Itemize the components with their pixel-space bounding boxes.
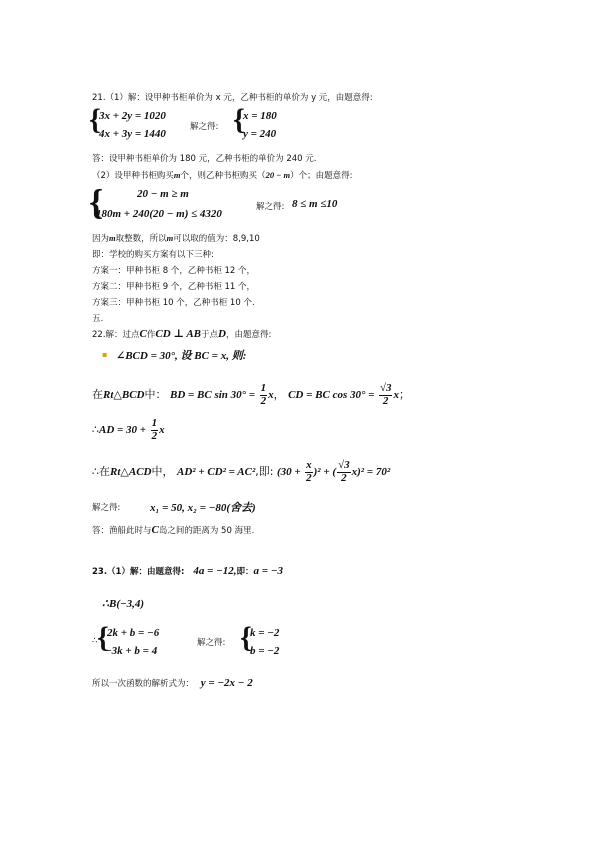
q22-rt-acd-line: ∴在Rt△ACD中， AD² + CD² = AC²,即: (30 + $\frac{x}{2}$ )² + ( $\frac{√3}{2}$ x)² = 70² bbox=[92, 459, 391, 484]
q23-system-row-1: 2k + b = −6 bbox=[107, 627, 160, 639]
q21-system-1-row-2: 4x + 3y = 1440 bbox=[99, 128, 166, 140]
q21-plans-intro: 即：学校的购买方案有以下三种: bbox=[92, 250, 214, 260]
q21-part2-intro: （2）设甲种书柜购买m个，则乙种书柜购买（20 − m）个；由题意得: bbox=[92, 170, 353, 181]
q21-solution-1-row-2: y = 240 bbox=[243, 128, 277, 140]
q23-solve-label: 解之得: bbox=[197, 638, 226, 648]
q22-angle-given: ∠BCD = 30°, 设 BC = x, 则: bbox=[116, 350, 247, 362]
q21-inequality-row-1: 20 − m ≥ m bbox=[137, 188, 189, 200]
q22-half-fraction: $\frac{1}{2}$ bbox=[260, 382, 267, 407]
q21-because-line: 因为m取整数，所以m可以取的值为：8,9,10 bbox=[92, 233, 260, 244]
q22-bd-expression: BD = BC sin 30° = bbox=[169, 389, 256, 402]
q23-function-line: 所以一次函数的解析式为： y = −2x − 2 bbox=[92, 677, 253, 689]
q21-plan-2: 方案二：甲种书柜 9 个，乙种书柜 11 个， bbox=[92, 282, 256, 292]
q22-answer: 答：渔船此时与C岛之间的距离为 50 海里. bbox=[92, 524, 255, 536]
q22-pythagoras: AD² + CD² = AC² bbox=[176, 466, 256, 479]
q23-solution-row-1: k = −2 bbox=[250, 627, 280, 639]
q21-system-1-row-1: 3x + 2y = 1020 bbox=[99, 110, 166, 122]
q21-solve-label: 解之得: bbox=[190, 122, 219, 132]
q22-solve-label: 解之得: bbox=[92, 503, 121, 513]
q22-intro: 22.解：过点C作CD ⊥ AB于点D，由题意得: bbox=[92, 328, 272, 340]
q21-solution-1-row-1: x = 180 bbox=[243, 110, 277, 122]
q21-solve-label-2: 解之得: bbox=[256, 202, 285, 212]
q21-plan-1: 方案一：甲种书柜 8 个，乙种书柜 12 个， bbox=[92, 266, 256, 276]
q21-plan-3: 方案三：甲种书柜 10 个，乙种书柜 10 个. bbox=[92, 298, 255, 308]
q23-system-row-2: −3k + b = 4 bbox=[105, 645, 158, 657]
q23-solution-row-2: b = −2 bbox=[250, 645, 280, 657]
q22-rt-bcd-line: 在Rt△BCD中： BD = BC sin 30° = $\frac{1}{2}$ x， CD = BC cos 30° = $\frac{√3}{2}$ x； bbox=[92, 382, 410, 407]
q21-inequality-solution: 8 ≤ m ≤10 bbox=[292, 198, 338, 210]
q22-cd-expression: CD = BC cos 30° = bbox=[288, 389, 375, 402]
q21-part1-intro: 21.（1）解：设甲种书柜单价为 x 元，乙种书柜的单价为 y 元，由题意得: bbox=[92, 93, 373, 103]
q23-intro-line: 23.（1）解：由题意得: 4a = −12,即：a = −3 bbox=[92, 565, 283, 577]
q23-point-b: ∴B(−3,4) bbox=[102, 598, 145, 610]
section-five-label: 五. bbox=[92, 314, 104, 324]
bullet-dot-icon: ▪ bbox=[102, 350, 108, 359]
q21-inequality-row-2: 180m + 240(20 − m) ≤ 4320 bbox=[96, 208, 222, 220]
q23-function-expression: y = −2x − 2 bbox=[200, 677, 253, 689]
q22-ad-line: ∴AD = 30 + $\frac{1}{2}$ x bbox=[92, 417, 165, 442]
q22-sqrt3-fraction: $\frac{√3}{2}$ bbox=[379, 382, 392, 407]
q22-roots: x₁ = 50, x₂ = −80(舍去) bbox=[150, 502, 256, 514]
q21-answer-1: 答：设甲种书柜单价为 180 元，乙种书柜的单价为 240 元. bbox=[92, 154, 317, 164]
